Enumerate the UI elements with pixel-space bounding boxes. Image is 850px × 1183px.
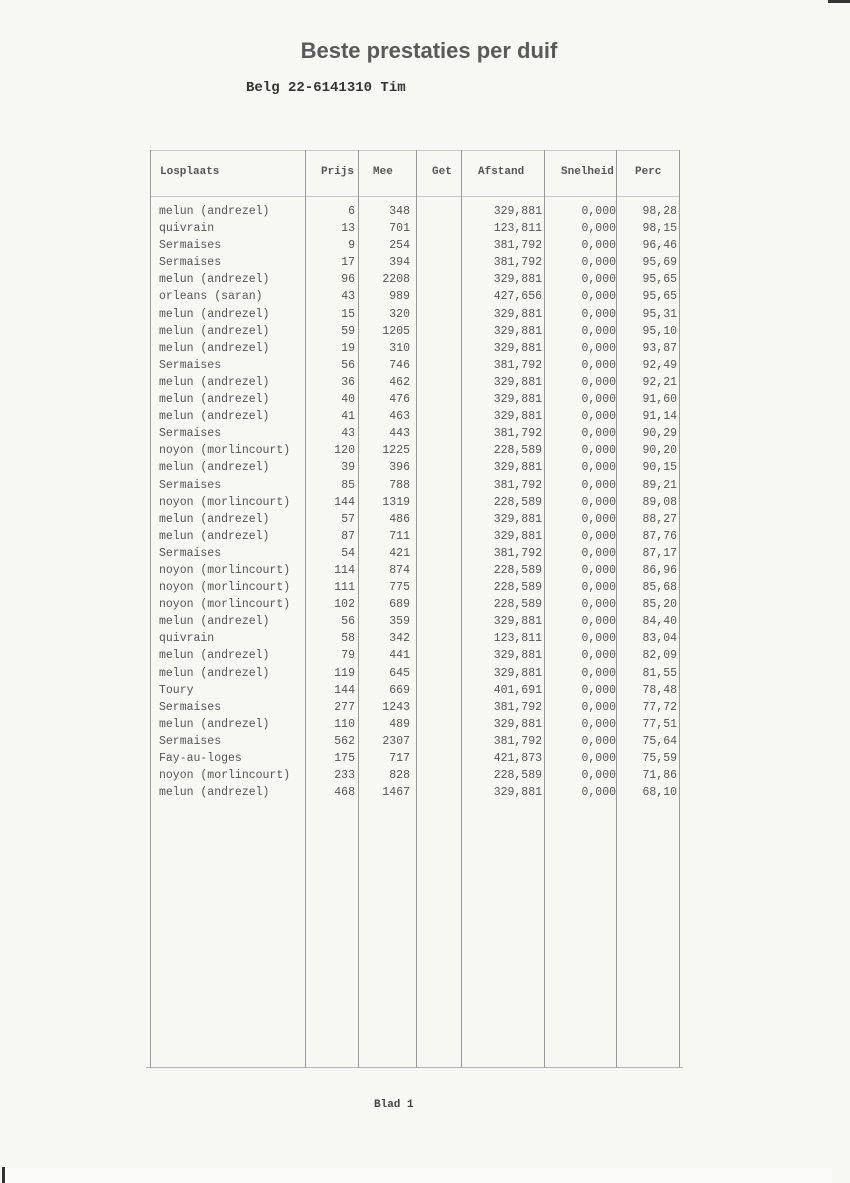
cell-prijs: 6	[348, 205, 355, 218]
cell-losplaats: Sermaises	[159, 358, 222, 372]
table-row	[150, 784, 680, 801]
cell-losplaats: melun (andrezel)	[159, 307, 270, 321]
table-row	[150, 357, 680, 374]
cell-mee: 788	[389, 478, 410, 492]
cell-mee: 441	[389, 649, 410, 663]
cell-afstand: 329,881	[493, 512, 542, 526]
cell-losplaats: Sermaises	[159, 700, 222, 714]
cell-perc: 95,31	[642, 307, 677, 321]
cell-snelheid: 0,000	[581, 358, 616, 372]
scan-border	[5, 1168, 832, 1183]
cell-mee: 1225	[382, 444, 410, 458]
cell-prijs: 43	[341, 427, 355, 441]
cell-perc: 82,09	[642, 649, 677, 663]
cell-losplaats: melun (andrezel)	[159, 512, 270, 526]
table-row	[150, 425, 680, 442]
table-row	[150, 511, 680, 528]
cell-afstand: 401,691	[493, 683, 542, 697]
cell-prijs: 15	[341, 307, 355, 321]
cell-afstand: 381,792	[493, 358, 542, 372]
cell-mee: 2208	[382, 273, 410, 287]
cell-afstand: 329,881	[493, 410, 542, 424]
cell-afstand: 123,811	[493, 222, 542, 236]
page-title: Beste prestaties per duif	[300, 38, 558, 63]
cell-losplaats: noyon (morlincourt)	[159, 563, 291, 577]
cell-prijs: 144	[334, 495, 355, 509]
table-row	[150, 288, 680, 305]
header-mee: Mee	[373, 166, 393, 178]
cell-mee: 1467	[382, 786, 410, 800]
cell-snelheid: 0,000	[581, 769, 616, 783]
cell-mee: 476	[389, 393, 410, 407]
table-row	[150, 459, 680, 476]
cell-perc: 93,87	[642, 341, 677, 355]
cell-losplaats: melun (andrezel)	[159, 341, 270, 355]
table-row	[150, 442, 680, 459]
table-row	[150, 647, 680, 664]
cell-snelheid: 0,000	[581, 427, 616, 441]
cell-mee: 359	[389, 615, 410, 629]
table-row	[150, 408, 680, 425]
cell-prijs: 54	[341, 546, 355, 560]
table-row	[150, 699, 680, 716]
cell-mee: 711	[389, 529, 410, 543]
cell-perc: 77,72	[642, 700, 677, 714]
cell-perc: 85,68	[642, 581, 677, 595]
cell-afstand: 228,589	[493, 598, 542, 612]
cell-perc: 78,48	[642, 683, 677, 697]
cell-losplaats: Fay-au-loges	[159, 752, 242, 765]
header-snelheid: Snelheid	[561, 166, 614, 178]
cell-losplaats: melun (andrezel)	[159, 666, 270, 680]
cell-snelheid: 0,000	[581, 615, 616, 629]
cell-perc: 92,21	[642, 375, 677, 389]
cell-snelheid: 0,000	[581, 375, 616, 389]
cell-mee: 348	[389, 205, 410, 218]
header-prijs: Prijs	[321, 166, 355, 178]
cell-snelheid: 0,000	[581, 324, 616, 338]
cell-perc: 95,10	[642, 324, 677, 338]
cell-prijs: 233	[334, 769, 355, 783]
header-get: Get	[432, 166, 452, 178]
cell-losplaats: quivrain	[159, 222, 215, 236]
cell-snelheid: 0,000	[581, 529, 616, 543]
cell-afstand: 329,881	[493, 324, 542, 338]
table-row	[150, 716, 680, 733]
cell-mee: 669	[389, 683, 410, 697]
cell-mee: 1243	[382, 700, 410, 714]
cell-afstand: 381,792	[493, 427, 542, 441]
cell-mee: 421	[389, 546, 410, 560]
cell-prijs: 114	[334, 563, 355, 577]
cell-perc: 95,65	[642, 273, 677, 287]
cell-perc: 84,40	[642, 615, 677, 629]
table-row	[150, 579, 680, 596]
cell-losplaats: melun (andrezel)	[159, 273, 270, 287]
cell-snelheid: 0,000	[581, 410, 616, 424]
cell-losplaats: Sermaises	[159, 734, 222, 748]
header-afstand: Afstand	[478, 166, 525, 178]
cell-snelheid: 0,000	[581, 256, 616, 270]
cell-perc: 90,29	[642, 427, 677, 441]
cell-snelheid: 0,000	[581, 512, 616, 526]
cell-prijs: 58	[341, 632, 355, 646]
cell-mee: 874	[389, 563, 410, 577]
cell-afstand: 381,792	[493, 700, 542, 714]
cell-prijs: 39	[341, 461, 355, 475]
cell-afstand: 329,881	[493, 273, 542, 287]
cell-losplaats: noyon (morlincourt)	[159, 581, 291, 595]
cell-snelheid: 0,000	[581, 222, 616, 236]
cell-snelheid: 0,000	[581, 786, 616, 800]
cell-perc: 90,20	[642, 444, 677, 458]
cell-perc: 87,76	[642, 529, 677, 543]
scan-edge-mark	[2, 1167, 5, 1183]
cell-perc: 92,49	[642, 358, 677, 372]
cell-afstand: 329,881	[493, 375, 542, 389]
table-row	[150, 528, 680, 545]
cell-perc: 95,65	[642, 290, 677, 304]
cell-losplaats: melun (andrezel)	[159, 717, 270, 731]
table-row	[150, 323, 680, 340]
cell-afstand: 329,881	[493, 341, 542, 355]
results-table	[150, 150, 680, 1068]
cell-mee: 342	[389, 632, 410, 646]
table-row	[150, 391, 680, 408]
cell-mee: 320	[389, 307, 410, 321]
cell-losplaats: melun (andrezel)	[159, 324, 270, 338]
cell-prijs: 102	[334, 598, 355, 612]
cell-prijs: 36	[341, 375, 355, 389]
cell-prijs: 277	[334, 700, 355, 714]
cell-afstand: 228,589	[493, 495, 542, 509]
cell-prijs: 19	[341, 341, 355, 355]
cell-prijs: 96	[341, 273, 355, 287]
cell-perc: 68,10	[642, 786, 677, 800]
cell-mee: 717	[389, 752, 410, 765]
cell-losplaats: melun (andrezel)	[159, 393, 270, 407]
header-separator	[150, 196, 680, 197]
cell-snelheid: 0,000	[581, 341, 616, 355]
cell-perc: 83,04	[642, 632, 677, 646]
cell-afstand: 228,589	[493, 563, 542, 577]
cell-losplaats: noyon (morlincourt)	[159, 769, 291, 783]
cell-mee: 462	[389, 375, 410, 389]
cell-mee: 1205	[382, 324, 410, 338]
cell-snelheid: 0,000	[581, 205, 616, 218]
cell-afstand: 381,792	[493, 256, 542, 270]
cell-prijs: 40	[341, 393, 355, 407]
cell-prijs: 41	[341, 410, 355, 424]
cell-perc: 88,27	[642, 512, 677, 526]
cell-afstand: 228,589	[493, 581, 542, 595]
cell-prijs: 85	[341, 478, 355, 492]
cell-afstand: 329,881	[493, 307, 542, 321]
cell-afstand: 228,589	[493, 444, 542, 458]
cell-snelheid: 0,000	[581, 461, 616, 475]
cell-afstand: 381,792	[493, 734, 542, 748]
header-perc: Perc	[635, 166, 662, 178]
cell-prijs: 144	[334, 683, 355, 697]
cell-losplaats: quivrain	[159, 632, 215, 646]
cell-prijs: 87	[341, 529, 355, 543]
cell-snelheid: 0,000	[581, 393, 616, 407]
cell-perc: 90,15	[642, 461, 677, 475]
cell-perc: 81,55	[642, 666, 677, 680]
cell-prijs: 468	[334, 786, 355, 800]
cell-snelheid: 0,000	[581, 478, 616, 492]
cell-snelheid: 0,000	[581, 290, 616, 304]
cell-perc: 85,20	[642, 598, 677, 612]
table-row	[150, 254, 680, 271]
cell-prijs: 110	[334, 717, 355, 731]
cell-mee: 746	[389, 358, 410, 372]
cell-perc: 95,69	[642, 256, 677, 270]
cell-perc: 98,15	[642, 222, 677, 236]
cell-afstand: 329,881	[493, 461, 542, 475]
cell-afstand: 427,656	[493, 290, 542, 304]
table-row	[150, 271, 680, 288]
table-body	[150, 203, 680, 801]
cell-prijs: 43	[341, 290, 355, 304]
cell-mee: 489	[389, 717, 410, 731]
cell-afstand: 329,881	[493, 615, 542, 629]
table-row	[150, 494, 680, 511]
cell-mee: 989	[389, 290, 410, 304]
cell-losplaats: melun (andrezel)	[159, 529, 270, 543]
cell-losplaats: melun (andrezel)	[159, 461, 270, 475]
cell-afstand: 329,881	[493, 717, 542, 731]
cell-afstand: 329,881	[493, 786, 542, 800]
cell-perc: 71,86	[642, 769, 677, 783]
cell-prijs: 9	[348, 239, 355, 253]
cell-losplaats: melun (andrezel)	[159, 649, 270, 663]
cell-losplaats: Sermaises	[159, 239, 222, 253]
cell-prijs: 13	[341, 222, 355, 236]
cell-mee: 394	[389, 256, 410, 270]
cell-afstand: 381,792	[493, 478, 542, 492]
table-top-rule	[150, 150, 680, 151]
cell-prijs: 59	[341, 324, 355, 338]
cell-perc: 96,46	[642, 239, 677, 253]
cell-mee: 645	[389, 666, 410, 680]
cell-prijs: 57	[341, 512, 355, 526]
cell-perc: 89,08	[642, 495, 677, 509]
cell-perc: 75,59	[642, 752, 677, 765]
cell-losplaats: melun (andrezel)	[159, 615, 270, 629]
cell-losplaats: noyon (morlincourt)	[159, 495, 291, 509]
cell-perc: 75,64	[642, 734, 677, 748]
scan-edge-mark	[828, 0, 850, 3]
cell-snelheid: 0,000	[581, 495, 616, 509]
cell-perc: 91,60	[642, 393, 677, 407]
page-number: Blad 1	[374, 1099, 414, 1111]
cell-snelheid: 0,000	[581, 598, 616, 612]
cell-prijs: 119	[334, 666, 355, 680]
cell-mee: 775	[389, 581, 410, 595]
cell-snelheid: 0,000	[581, 632, 616, 646]
cell-mee: 396	[389, 461, 410, 475]
cell-afstand: 329,881	[493, 666, 542, 680]
cell-prijs: 175	[334, 752, 355, 765]
table-row	[150, 477, 680, 494]
cell-perc: 91,14	[642, 410, 677, 424]
table-row	[150, 750, 680, 767]
cell-snelheid: 0,000	[581, 307, 616, 321]
table-row	[150, 562, 680, 579]
cell-mee: 828	[389, 769, 410, 783]
cell-losplaats: melun (andrezel)	[159, 205, 270, 218]
table-row	[150, 613, 680, 630]
cell-snelheid: 0,000	[581, 581, 616, 595]
pigeon-id: Belg 22-6141310 Tim	[246, 80, 406, 96]
cell-prijs: 79	[341, 649, 355, 663]
cell-snelheid: 0,000	[581, 273, 616, 287]
cell-perc: 89,21	[642, 478, 677, 492]
table-bottom-rule	[146, 1067, 683, 1068]
cell-mee: 463	[389, 410, 410, 424]
cell-losplaats: melun (andrezel)	[159, 375, 270, 389]
cell-afstand: 421,873	[493, 752, 542, 765]
cell-mee: 1319	[382, 495, 410, 509]
table-row	[150, 545, 680, 562]
cell-afstand: 228,589	[493, 769, 542, 783]
cell-prijs: 56	[341, 615, 355, 629]
cell-snelheid: 0,000	[581, 444, 616, 458]
cell-mee: 486	[389, 512, 410, 526]
cell-mee: 310	[389, 341, 410, 355]
cell-afstand: 329,881	[493, 529, 542, 543]
cell-losplaats: melun (andrezel)	[159, 410, 270, 424]
cell-afstand: 329,881	[493, 649, 542, 663]
cell-perc: 77,51	[642, 717, 677, 731]
cell-losplaats: Sermaises	[159, 478, 222, 492]
table-row	[150, 682, 680, 699]
table-row	[150, 220, 680, 237]
table-row	[150, 767, 680, 784]
cell-afstand: 381,792	[493, 239, 542, 253]
cell-snelheid: 0,000	[581, 649, 616, 663]
table-row	[150, 733, 680, 750]
cell-snelheid: 0,000	[581, 734, 616, 748]
cell-losplaats: Sermaises	[159, 256, 222, 270]
cell-snelheid: 0,000	[581, 700, 616, 714]
cell-snelheid: 0,000	[581, 666, 616, 680]
cell-perc: 86,96	[642, 563, 677, 577]
cell-snelheid: 0,000	[581, 683, 616, 697]
cell-snelheid: 0,000	[581, 752, 616, 765]
cell-losplaats: Sermaises	[159, 427, 222, 441]
cell-afstand: 329,881	[493, 205, 542, 218]
cell-losplaats: Toury	[159, 683, 194, 697]
cell-afstand: 329,881	[493, 393, 542, 407]
cell-snelheid: 0,000	[581, 717, 616, 731]
cell-prijs: 120	[334, 444, 355, 458]
cell-mee: 689	[389, 598, 410, 612]
table-row	[150, 665, 680, 682]
cell-losplaats: melun (andrezel)	[159, 786, 270, 800]
table-row	[150, 237, 680, 254]
cell-mee: 443	[389, 427, 410, 441]
table-row	[150, 203, 680, 220]
cell-snelheid: 0,000	[581, 546, 616, 560]
cell-prijs: 562	[334, 734, 355, 748]
cell-prijs: 111	[334, 581, 355, 595]
cell-prijs: 56	[341, 358, 355, 372]
cell-prijs: 17	[341, 256, 355, 270]
table-row	[150, 340, 680, 357]
table-row	[150, 596, 680, 613]
cell-perc: 98,28	[642, 205, 677, 218]
cell-losplaats: orleans (saran)	[159, 290, 263, 304]
cell-snelheid: 0,000	[581, 239, 616, 253]
header-losplaats: Losplaats	[160, 166, 220, 178]
table-row	[150, 630, 680, 647]
cell-losplaats: Sermaises	[159, 546, 222, 560]
cell-mee: 701	[389, 222, 410, 236]
cell-snelheid: 0,000	[581, 563, 616, 577]
cell-afstand: 123,811	[493, 632, 542, 646]
cell-afstand: 381,792	[493, 546, 542, 560]
cell-perc: 87,17	[642, 546, 677, 560]
cell-losplaats: noyon (morlincourt)	[159, 444, 291, 458]
table-row	[150, 374, 680, 391]
cell-mee: 254	[389, 239, 410, 253]
cell-losplaats: noyon (morlincourt)	[159, 598, 291, 612]
table-row	[150, 306, 680, 323]
cell-mee: 2307	[382, 734, 410, 748]
